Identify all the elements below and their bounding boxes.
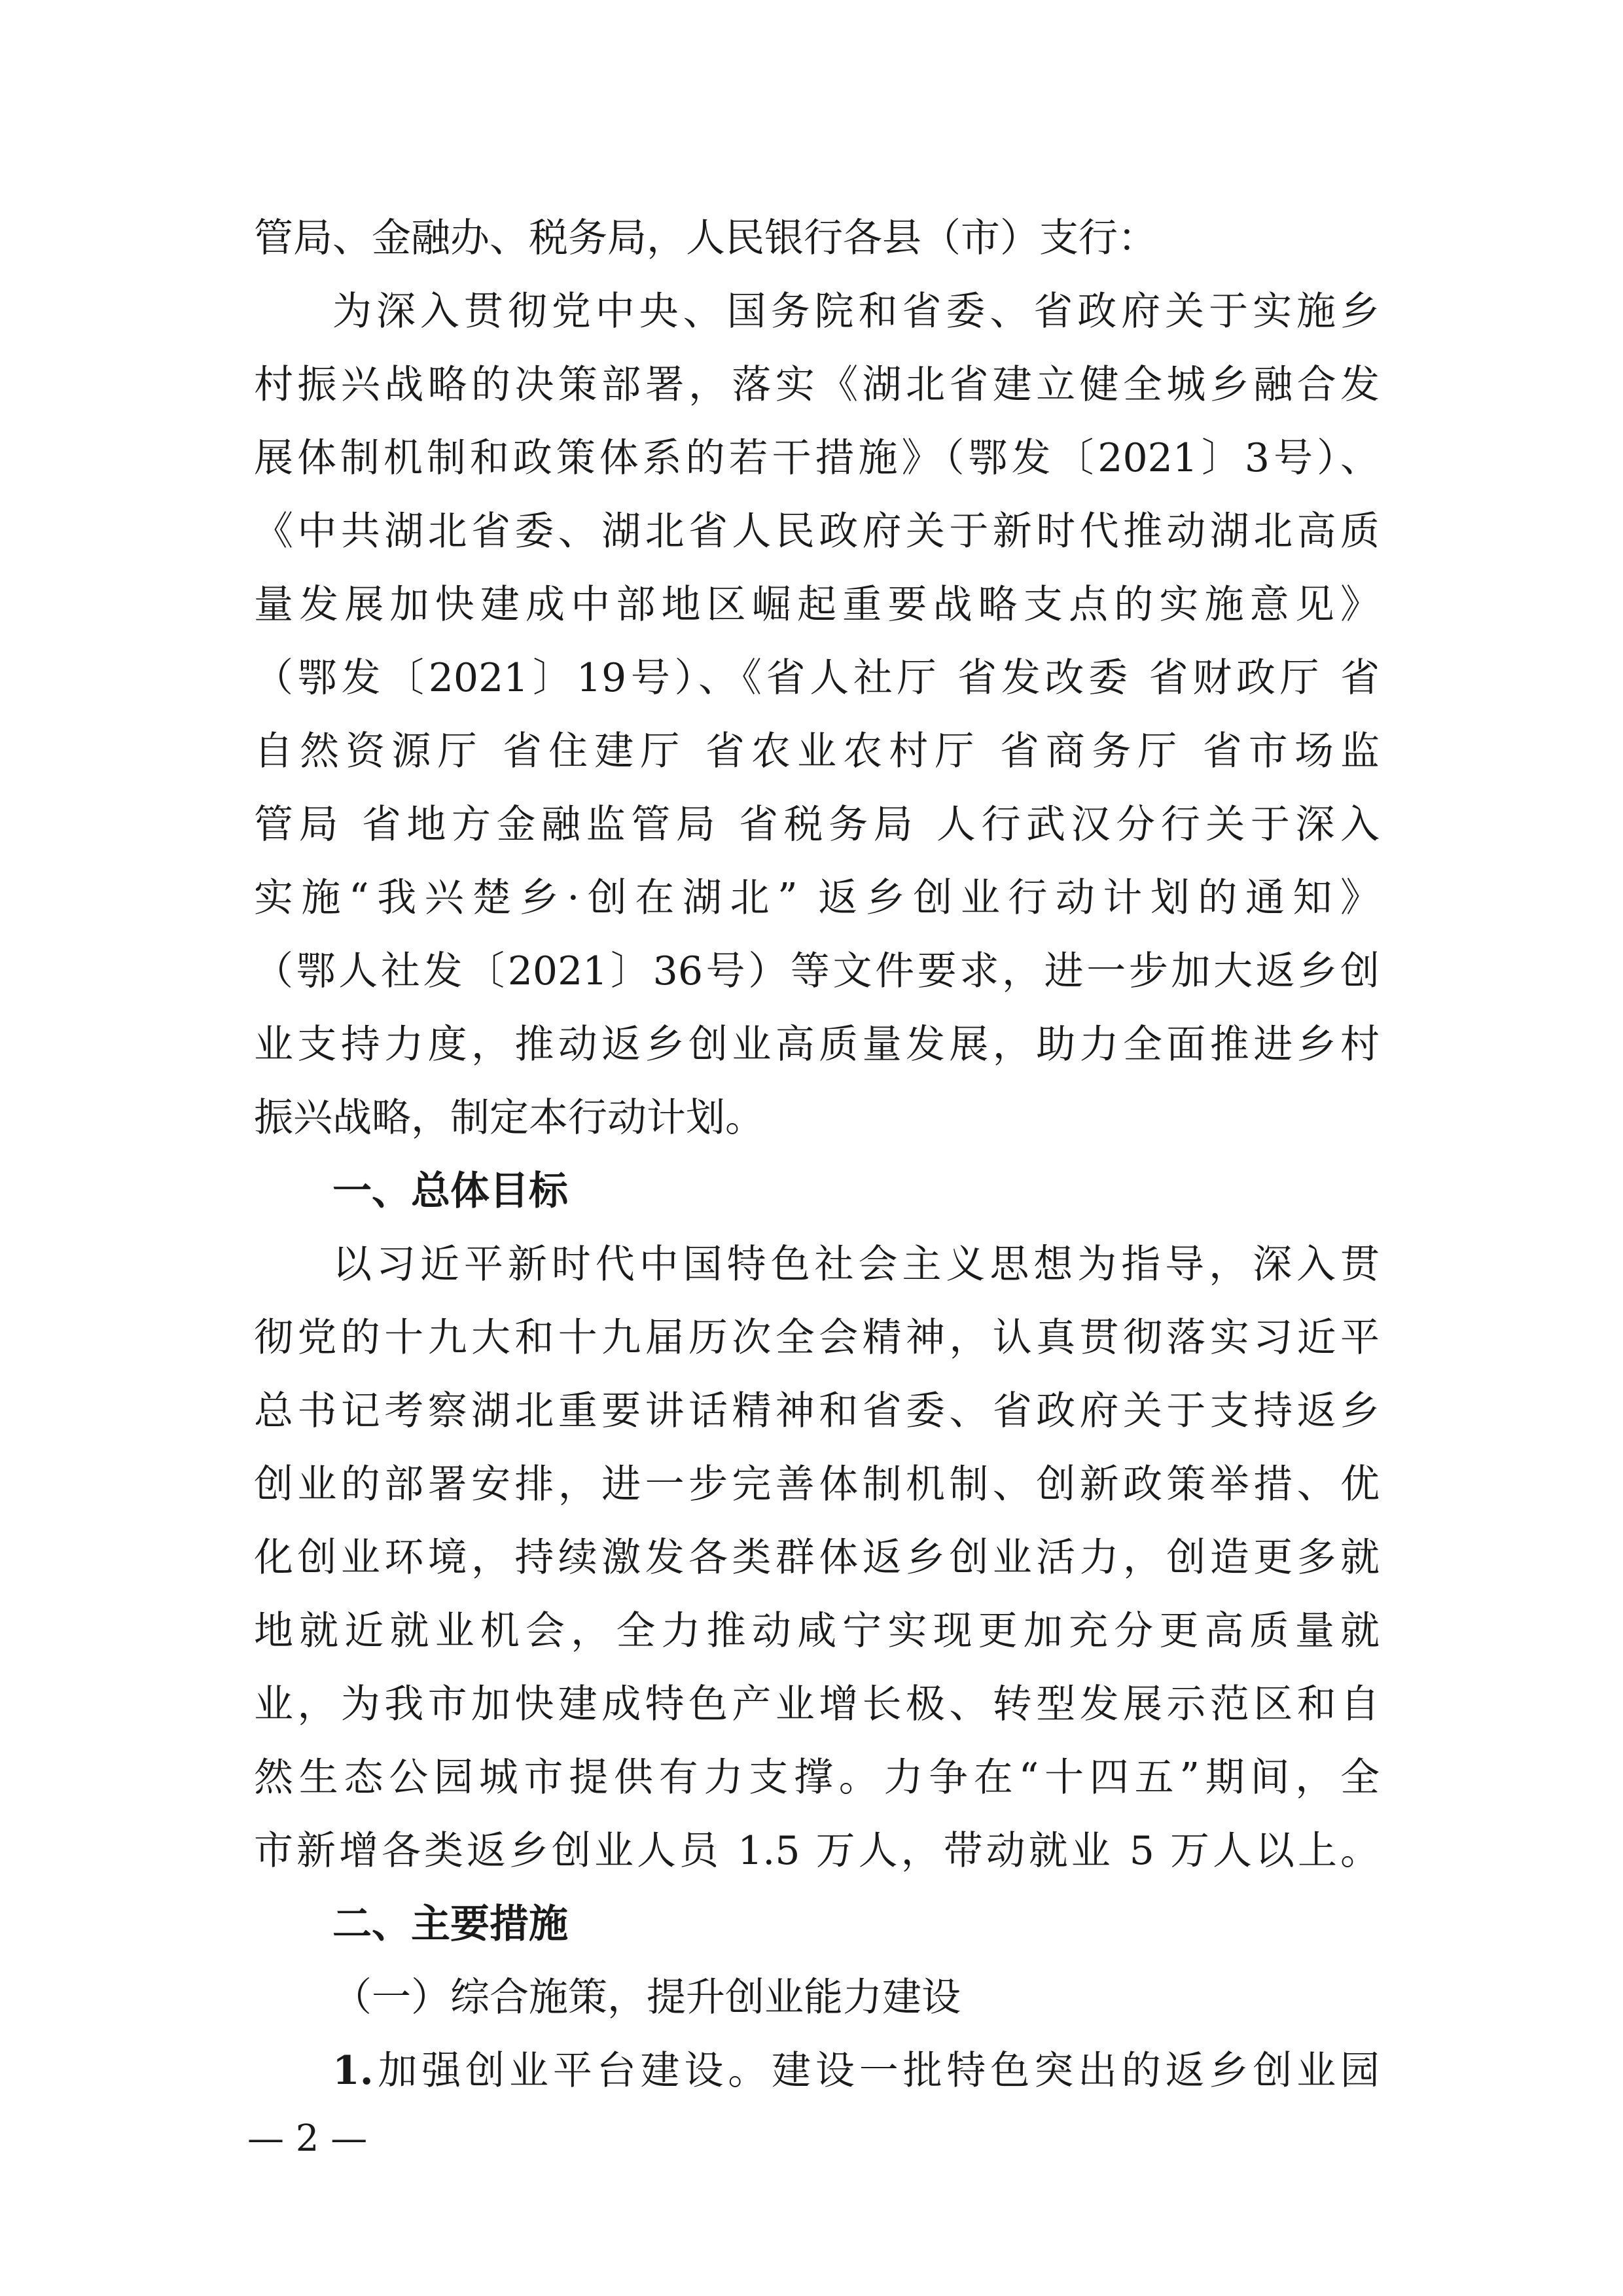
paragraph-line: 创业的部署安排，进一步完善体制机制、创新政策举措、优 <box>254 1462 1380 1507</box>
paragraph-line: 《中共湖北省委、湖北省人民政府关于新时代推动湖北高质 <box>254 509 1380 554</box>
page-number: — 2 — <box>247 2117 368 2160</box>
section-heading: 一、总体目标 <box>332 1168 568 1214</box>
paragraph-line: 彻党的十九大和十九届历次全会精神，认真贯彻落实习近平 <box>254 1315 1380 1361</box>
paragraph-line: 总书记考察湖北重要讲话精神和省委、省政府关于支持返乡 <box>254 1388 1380 1434</box>
item-number: 1. <box>332 2048 374 2094</box>
paragraph-line: 振兴战略，制定本行动计划。 <box>254 1095 764 1141</box>
paragraph-line: 展体制机制和政策体系的若干措施》（鄂发〔2021〕3号）、 <box>254 435 1380 481</box>
paragraph-line: （鄂发〔2021〕19号）、《省人社厅 省发改委 省财政厅 省 <box>254 655 1380 701</box>
paragraph-line: 业支持力度，推动返乡创业高质量发展，助力全面推进乡村 <box>254 1022 1380 1067</box>
paragraph-line: （鄂人社发〔2021〕36号）等文件要求，进一步加大返乡创 <box>254 948 1380 994</box>
paragraph-line: 以习近平新时代中国特色社会主义思想为指导，深入贯 <box>332 1242 1380 1287</box>
item-text: 加强创业平台建设。建设一批特色突出的返乡创业园 <box>373 2048 1380 2094</box>
paragraph-line: 然生态公园城市提供有力支撑。力争在“十四五”期间，全 <box>254 1755 1380 1801</box>
section-heading: 二、主要措施 <box>332 1901 568 1947</box>
paragraph-line: 管局 省地方金融监管局 省税务局 人行武汉分行关于深入 <box>254 802 1380 848</box>
paragraph-line: 业，为我市加快建成特色产业增长极、转型发展示范区和自 <box>254 1681 1380 1727</box>
subsection-heading: （一）综合施策，提升创业能力建设 <box>332 1975 961 2020</box>
paragraph-line: 地就近就业机会，全力推动咸宁实现更加充分更高质量就 <box>254 1608 1380 1654</box>
paragraph-line: 实施“我兴楚乡·创在湖北” 返乡创业行动计划的通知》 <box>254 875 1380 921</box>
paragraph-line: 自然资源厅 省住建厅 省农业农村厅 省商务厅 省市场监 <box>254 728 1380 774</box>
paragraph-line: 量发展加快建成中部地区崛起重要战略支点的实施意见》 <box>254 582 1380 628</box>
numbered-item <box>332 2034 1380 2108</box>
paragraph-line: 市新增各类返乡创业人员 1.5 万人，带动就业 5 万人以上。 <box>254 1828 1380 1874</box>
paragraph-line: 化创业环境，持续激发各类群体返乡创业活力，创造更多就 <box>254 1535 1380 1581</box>
paragraph-line: 为深入贯彻党中央、国务院和省委、省政府关于实施乡 <box>332 289 1380 334</box>
paragraph-line: 村振兴战略的决策部署，落实《湖北省建立健全城乡融合发 <box>254 362 1380 408</box>
paragraph-line: 管局、金融办、税务局，人民银行各县（市）支行： <box>254 215 1157 261</box>
